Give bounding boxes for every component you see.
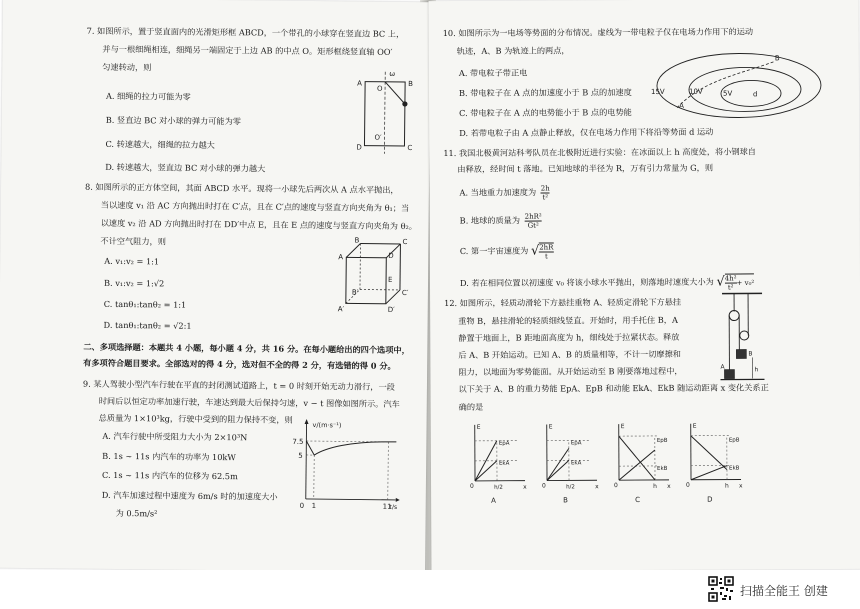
graph-xlabel: x <box>523 483 527 491</box>
q9-vt-graph <box>292 419 403 512</box>
graph-line-ep <box>619 436 655 480</box>
q10-fig-label-a: A <box>679 101 684 110</box>
qr-code-icon <box>708 576 734 602</box>
q10-fig-label-10v: 10V <box>688 87 703 96</box>
q11-option-c-denominator: t <box>544 252 548 261</box>
q11-option-d-sqrt-sign: √ <box>716 274 725 290</box>
q7-fig-label-b: B <box>408 80 413 89</box>
q7-fig-label-o: O <box>377 84 383 93</box>
q10-fig-label-d: d <box>752 90 758 99</box>
q12-fig-label-h: h <box>754 366 759 374</box>
q9-graph-x-11: 11 <box>382 502 392 511</box>
graph-origin-label: 0 <box>470 482 474 490</box>
graph-x-h: h <box>725 482 729 490</box>
q7-line2: 并与一根细绳相连，细绳另一端固定于上边 AB 的中点 O。矩形框绕竖直轴 OO′ <box>102 43 393 57</box>
q9-graph-ylabel: v/(m·s⁻¹) <box>312 421 342 430</box>
q11-option-a <box>459 184 549 201</box>
graph-line-ek <box>619 450 655 480</box>
graph-line-ek <box>547 460 569 480</box>
section2-heading-line1: 二、多项选择题：本题共 4 小题，每小题 4 分，共 16 分。在每小题给出的四个选项中， <box>83 341 410 356</box>
section2-heading-line2: 有多项符合题目要求。全部选对的得 4 分，选对但不全的得 2 分，有选错的得 0 分。 <box>83 357 396 371</box>
q8-fig-label-a: A <box>338 253 344 262</box>
q11-option-a-prefix: A. 当地重力加速度为 <box>459 187 537 198</box>
scanner-label: 扫描全能王 创建 <box>740 584 828 598</box>
q7-fig-label-a: A <box>357 79 362 88</box>
left-page <box>0 0 431 572</box>
q8-fig-label-d: D <box>388 251 394 260</box>
graph-option-letter: B <box>563 496 568 505</box>
q8-line3: 以速度 v₂ 沿 AD 方向抛出时打在 DD′中点 E，且在 E 点的速度与竖直方向夹角为 θ₂。 <box>100 217 418 232</box>
q8-fig-label-a-prime: A′ <box>337 305 345 314</box>
q8-option-d: D. tanθ₁:tanθ₂ = √2:1 <box>103 319 192 331</box>
q7-option-a: A. 细绳的拉力可能为零 <box>105 90 191 102</box>
q7-line1: 7. 如图所示，置于竖直面内的光滑矩形框 ABCD，一个带孔的小球穿在竖直边 BC 上， <box>86 25 405 39</box>
q11-option-d-denominator: t² <box>727 283 734 292</box>
q10-option-a: A. 带电粒子带正电 <box>458 67 528 78</box>
q11-option-d-tail: + v₀² <box>736 278 755 288</box>
graph-line-ep <box>475 441 497 481</box>
q7-option-b: B. 竖直边 BC 对小球的弹力可能为零 <box>105 114 242 127</box>
q11-option-a-numerator: 2h <box>540 184 550 193</box>
q12-pulley-figure <box>720 291 764 383</box>
q12-graph-a <box>467 421 529 505</box>
q12-graph-d <box>683 419 745 503</box>
q8-fig-label-c: C <box>402 237 408 247</box>
q12-fig-label-a: A <box>720 363 725 371</box>
graph-line-ek <box>691 466 727 480</box>
graph-ylabel: E <box>620 423 625 431</box>
graph-xlabel: x <box>595 483 599 491</box>
q9-graph-y-7-5: 7.5 <box>292 437 304 446</box>
q9-option-b: B. 1s ~ 11s 内汽车的功率为 10kW <box>102 450 236 463</box>
graph-label-ek: EkA <box>570 460 582 467</box>
q7-option-d: D. 转速越大，竖直边 BC 对小球的弹力越大 <box>105 161 266 174</box>
q11-option-a-fraction <box>541 184 550 201</box>
graph-label-ep: EpB <box>656 437 668 444</box>
q7-line3: 匀速转动，则 <box>102 61 152 73</box>
q11-option-b-denominator: Gt² <box>527 221 539 230</box>
q11-option-c-numerator: 2hR <box>539 243 554 252</box>
q11-option-b-fraction <box>525 213 542 230</box>
graph-line-ek <box>475 461 497 481</box>
q8-fig-label-b-prime: B′ <box>351 288 359 297</box>
q12-line4: 后 A、B 开始运动。已知 A、B 的质量相等，不计一切摩擦和 <box>458 348 681 360</box>
q8-option-b: B. v₁:v₂ = 1:√2 <box>103 277 165 289</box>
q8-line1: 8. 如图所示的正方体空间，其面 ABCD 水平。现将一小球先后两次从 A 点水平抛出， <box>84 181 399 195</box>
graph-origin-label: 0 <box>542 482 546 490</box>
q11-option-b <box>460 213 542 230</box>
graph-option-letter: A <box>491 496 496 505</box>
graph-option-letter: D <box>707 495 713 504</box>
graph-ylabel: E <box>476 423 481 431</box>
q11-option-b-prefix: B. 地球的质量为 <box>459 215 521 226</box>
graph-label-ek: EkB <box>728 465 740 472</box>
q12-graph-b <box>539 420 601 504</box>
q12-line7: 确的是 <box>458 401 484 412</box>
q11-option-d-prefix: D. 若在相同位置以初速度 v₀ 将该小球水平抛出，则落地时速度大小为 <box>459 276 714 288</box>
q10-line2: 轨迹，A、B 为轨迹上的两点， <box>456 45 570 56</box>
graph-line-ep <box>691 436 727 470</box>
graph-ylabel: E <box>548 423 553 431</box>
q10-fig-label-15v: 15V <box>650 87 665 96</box>
q8-line2: 当以速度 v₁ 沿 AC 方向抛出时打在 C′点，且在 C′点的速度与竖直方向夹角为 θ₁；当 <box>100 199 410 214</box>
q10-fig-label-b: B <box>774 54 780 63</box>
q10-option-c: C. 带电粒子在 A 点的电势能小于 B 点的电势能 <box>459 107 632 118</box>
q12-line2: 重物 B，悬挂滑轮的轻质细线竖直。开始时，用手托住 B，A <box>458 314 678 326</box>
q9-graph-x-0: 0 <box>299 501 305 510</box>
q9-option-d-line2: 为 0.5m/s² <box>115 507 158 519</box>
q8-option-c: C. tanθ₁:tanθ₂ = 1:1 <box>103 298 187 310</box>
q11-option-c <box>460 242 554 260</box>
q10-option-b: B. 带电粒子在 A 点的加速度小于 B 点的加速度 <box>458 87 632 98</box>
q11-option-d-numerator: 4h² <box>724 274 737 283</box>
graph-ylabel: E <box>692 422 697 430</box>
q7-fig-label-c: C <box>407 144 413 153</box>
graph-label-ep: EpA <box>570 440 582 447</box>
graph-label-ep: EpA <box>498 440 510 447</box>
q10-option-d: D. 若带电粒子由 A 点静止释放，仅在电场力作用下将沿等势面 d 运动 <box>459 126 714 138</box>
q11-line1: 11. 我国北极黄河站科考队员在北极附近进行实验：在冰面以上 h 高度处，将小钢球自 <box>443 146 757 159</box>
graph-x-h-over-2: h/2 <box>494 484 503 491</box>
q9-graph-xlabel: t/s <box>389 503 398 511</box>
q11-line2: 由释放，经时间 t 落地。已知地球的半径为 R，万有引力常量为 G，则 <box>457 162 714 174</box>
q8-fig-label-e: E <box>388 275 393 284</box>
q9-graph-x-1: 1 <box>311 502 317 511</box>
q11-option-c-radicand <box>539 242 553 260</box>
graph-option-letter: C <box>635 496 641 505</box>
graph-x-h-over-2: h/2 <box>566 484 575 491</box>
q9-line1: 9. 某人驾驶小型汽车行驶在平直的封闭测试道路上，t = 0 时刻开始无动力滑行，一段 <box>82 378 395 392</box>
q9-line3: 总质量为 1×10³kg，行驶中受到的阻力保持不变，则 <box>98 412 293 425</box>
graph-label-ep: EpB <box>728 437 740 444</box>
q7-fig-label-d: D <box>356 143 362 152</box>
q7-fig-label-omega: ω <box>389 69 396 78</box>
q11-option-d-radicand <box>725 273 755 291</box>
q11-option-a-denominator: t² <box>542 193 549 202</box>
q8-fig-label-d-prime: D′ <box>387 305 395 314</box>
q12-fig-label-b: B <box>748 350 753 358</box>
q9-option-d-line1: D. 汽车加速过程中速度为 6m/s 时的加速度大小 <box>101 489 278 502</box>
q11-option-b-numerator: 2hR² <box>524 212 542 221</box>
q12-line6: 以下关于 A、B 的重力势能 EpA、EpB 和动能 EkA、EkB 随运动距离 x 变化关系正 <box>458 382 769 394</box>
graph-label-ek: EkA <box>498 460 510 467</box>
q10-fig-label-5v: 5V <box>722 89 733 98</box>
q10-equipotential-figure <box>643 49 823 122</box>
q8-fig-label-c-prime: C′ <box>401 288 409 298</box>
graph-xlabel: x <box>739 482 743 490</box>
graph-x-h: h <box>653 482 657 490</box>
graph-origin-label: 0 <box>614 482 618 490</box>
graph-origin-label: 0 <box>686 481 690 489</box>
q9-option-c: C. 1s ~ 11s 内汽车的位移为 62.5m <box>101 469 238 482</box>
q11-option-d-fraction <box>725 275 737 292</box>
q8-line4: 不计空气阻力，则 <box>100 235 167 247</box>
q7-fig-label-o-prime: O′ <box>374 133 382 142</box>
q12-line5: 阻力，以地面为零势能面。从开始运动至 B 刚要落地过程中， <box>458 365 683 377</box>
q11-option-c-prefix: C. 第一宇宙速度为 <box>459 245 529 256</box>
q12-line1: 12. 如图所示，轻质动滑轮下方悬挂重物 A、轻质定滑轮下方悬挂 <box>444 296 682 309</box>
q8-option-a: A. v₁:v₂ = 1:1 <box>104 255 160 267</box>
graph-xlabel: x <box>667 482 671 490</box>
graph-label-ek: EkB <box>656 465 668 472</box>
q11-option-c-sqrt-sign: √ <box>530 243 540 259</box>
q10-line1: 10. 如图所示为一电场等势面的分布情况。虚线为一带电粒子仅在电场力作用下的运动 <box>442 26 754 39</box>
q7-option-c: C. 转速越大，细绳的拉力越大 <box>105 138 215 151</box>
q9-line2: 时间后以恒定功率加速行驶，车速达到最大后保持匀速，v − t 图像如图所示。汽车 <box>98 395 400 409</box>
q8-cube-figure <box>338 237 409 320</box>
graph-line-ep <box>547 448 569 480</box>
q7-rectangle-frame-figure <box>346 67 417 158</box>
q9-option-a: A. 汽车行驶中所受阻力大小为 2×10³N <box>102 430 248 443</box>
right-page <box>429 0 860 571</box>
q11-option-d <box>460 273 754 293</box>
q12-graph-c <box>611 420 673 504</box>
q12-line3: 静置于地面上，B 距地面高度为 h，细线处于拉紧状态。释放 <box>458 331 680 343</box>
q8-fig-label-b: B <box>354 236 360 245</box>
q9-graph-y-5: 5 <box>298 451 303 460</box>
